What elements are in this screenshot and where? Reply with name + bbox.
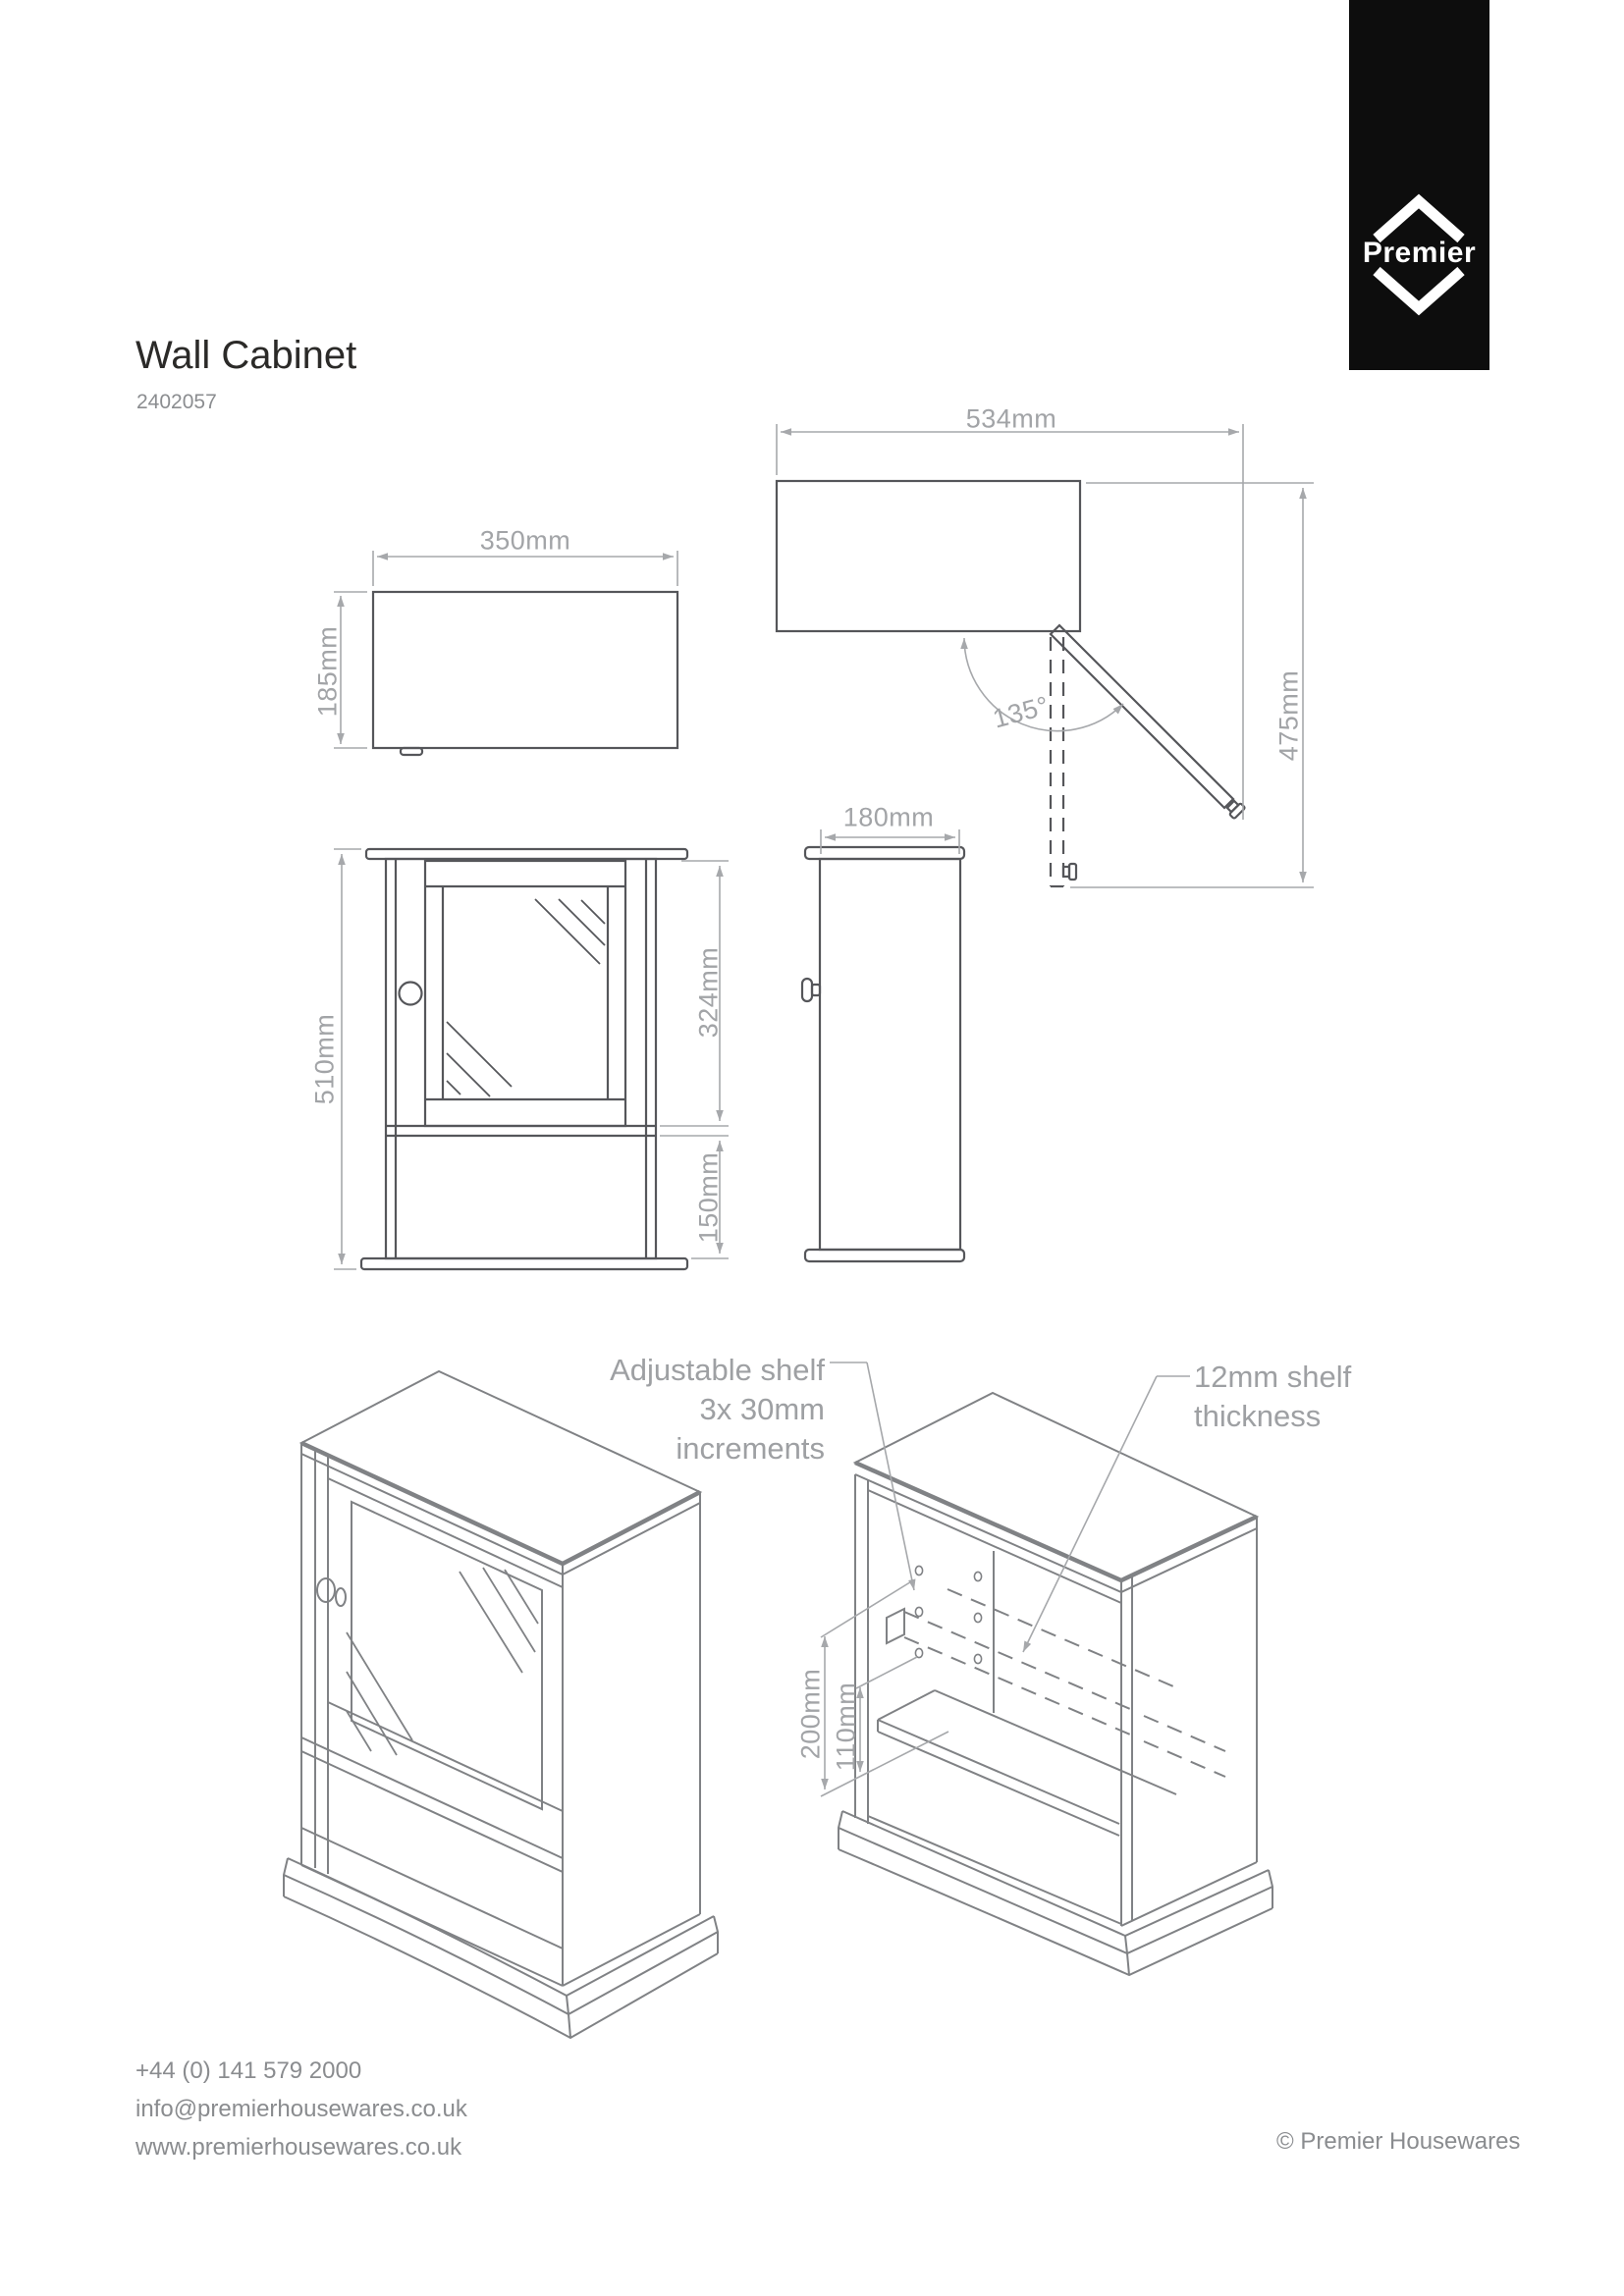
- annotation-shelf-thickness: [1194, 1358, 1351, 1436]
- product-code: 2402057: [136, 391, 217, 413]
- dim-open-width: 534mm: [965, 403, 1057, 434]
- premier-logo-wordmark: Premier: [1362, 237, 1477, 269]
- dim-plan-width: 350mm: [479, 525, 571, 556]
- annotation-adjustable-shelf: [610, 1351, 825, 1468]
- iso-dims: [821, 1362, 1190, 1796]
- dim-shelf-height: 150mm: [693, 1151, 724, 1244]
- side-view: [802, 847, 964, 1261]
- iso-front-view: [284, 1371, 718, 2038]
- side-dims: [821, 829, 959, 854]
- dim-open-reach: 475mm: [1273, 669, 1304, 762]
- premier-logo-chevrons-icon: [1349, 0, 1489, 370]
- premier-logo: [1349, 0, 1489, 370]
- annotation-line: increments: [676, 1431, 825, 1466]
- dim-plan-depth: 185mm: [312, 625, 343, 718]
- plan-top-dims: [334, 551, 677, 748]
- footer-copyright: © Premier Housewares: [1276, 2128, 1521, 2155]
- footer-phone: +44 (0) 141 579 2000: [135, 2057, 362, 2084]
- annotation-line: 3x 30mm: [699, 1392, 825, 1426]
- dim-pin-bottom-offset: 110mm: [831, 1682, 861, 1772]
- dim-door-angle: 135°: [990, 690, 1053, 734]
- annotation-line: thickness: [1194, 1399, 1322, 1433]
- front-view: [361, 849, 687, 1269]
- footer-website: www.premierhousewares.co.uk: [135, 2134, 462, 2161]
- dim-front-height: 510mm: [309, 1013, 340, 1105]
- dim-door-height: 324mm: [693, 946, 724, 1039]
- dim-side-depth: 180mm: [842, 802, 935, 832]
- plan-top-view: [373, 592, 677, 755]
- front-dims: [334, 849, 729, 1269]
- annotation-line: 12mm shelf: [1194, 1360, 1352, 1394]
- footer-email: info@premierhousewares.co.uk: [135, 2096, 467, 2122]
- page-title: Wall Cabinet: [135, 334, 357, 377]
- iso-open-view: [839, 1393, 1272, 1975]
- annotation-line: Adjustable shelf: [610, 1353, 825, 1387]
- dim-pin-top-offset: 200mm: [795, 1668, 826, 1760]
